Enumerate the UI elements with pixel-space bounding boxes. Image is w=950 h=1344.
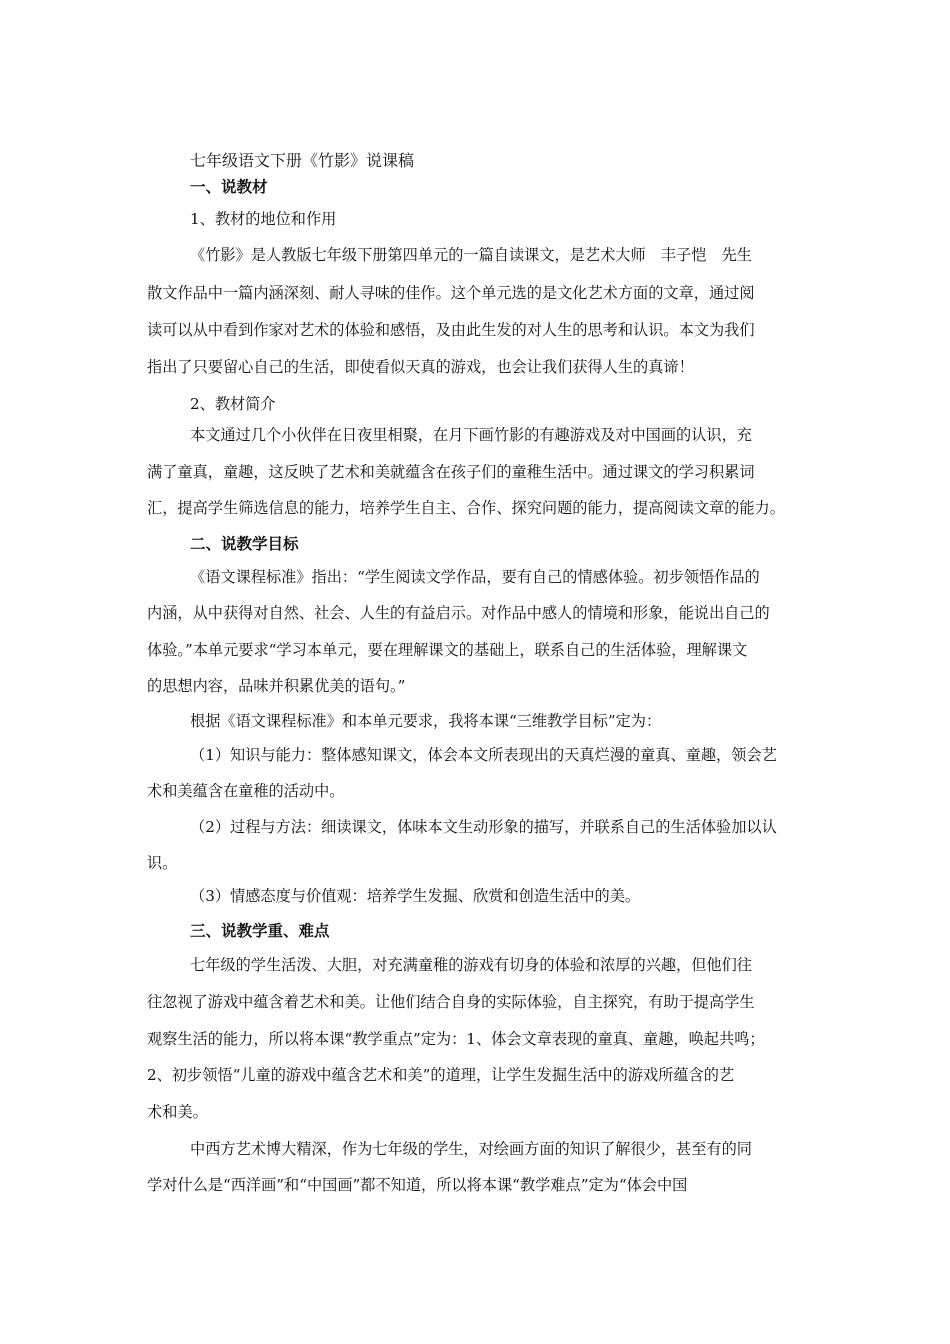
paragraph-line: 指出了只要留心自己的生活，即使看似天真的游戏，也会让我们获得人生的真谛！ <box>147 358 694 376</box>
subheading-1-2: 2、教材简介 <box>190 395 276 413</box>
paragraph-line: 读可以从中看到作家对艺术的体验和感悟，及由此生发的对人生的思考和认识。本文为我们 <box>147 321 755 339</box>
goal-emotion: （3）情感态度与价值观：培养学生发掘、欣赏和创造生活中的美。 <box>190 887 641 905</box>
paragraph-line: 内涵，从中获得对自然、社会、人生的有益启示。对作品中感人的情境和形象，能说出自己的 <box>147 604 770 622</box>
section-heading-3: 三、说教学重、难点 <box>190 921 330 940</box>
paragraph-line: 术和美。 <box>147 1103 208 1121</box>
paragraph-line: 散文作品中一篇内涵深刻、耐人寻味的佳作。这个单元选的是文化艺术方面的文章，通过阅 <box>147 284 755 302</box>
paragraph-line: 《竹影》是人教版七年级下册第四单元的一篇自读课文，是艺术大师 丰子恺 先生 <box>190 246 752 264</box>
paragraph-line: 体验。”本单元要求“学习本单元，要在理解课文的基础上，联系自己的生活体验，理解课文 <box>147 641 748 659</box>
paragraph-line: 的思想内容，品味并积累优美的语句。” <box>147 677 406 695</box>
paragraph-line: 根据《语文课程标准》和本单元要求，我将本课“三维教学目标”定为： <box>190 712 662 730</box>
goal-process: （2）过程与方法：细读课文，体味本文生动形象的描写，并联系自己的生活体验加以认 <box>190 818 777 836</box>
paragraph-line: 学对什么是“西洋画”和“中国画”都不知道，所以将本课“教学难点”定为“体会中国 <box>147 1176 688 1194</box>
goal-knowledge: （1）知识与能力：整体感知课文，体会本文所表现出的天真烂漫的童真、童趣，领会艺 <box>190 746 777 764</box>
goal-process-cont: 识。 <box>147 854 178 872</box>
section-heading-2: 二、说教学目标 <box>190 534 299 553</box>
paragraph-line: 观察生活的能力，所以将本课“教学重点”定为：1、体会文章表现的童真、童趣，唤起共鸣； <box>147 1030 765 1048</box>
paragraph-line: 往忽视了游戏中蕴含着艺术和美。让他们结合自身的实际体验，自主探究，有助于提高学生 <box>147 993 755 1011</box>
paragraph-line: 本文通过几个小伙伴在日夜里相聚，在月下画竹影的有趣游戏及对中国画的认识，充 <box>190 426 752 444</box>
document-title: 七年级语文下册《竹影》说课稿 <box>190 151 415 170</box>
subheading-1-1: 1、教材的地位和作用 <box>190 210 337 228</box>
paragraph-line: 2、初步领悟“儿童的游戏中蕴含艺术和美”的道理，让学生发掘生活中的游戏所蕴含的艺 <box>147 1066 735 1084</box>
goal-knowledge-cont: 术和美蕴含在童稚的活动中。 <box>147 782 345 800</box>
paragraph-line: 中西方艺术博大精深，作为七年级的学生，对绘画方面的知识了解很少，甚至有的同 <box>190 1140 752 1158</box>
paragraph-line: 七年级的学生活泼、大胆，对充满童稚的游戏有切身的体验和浓厚的兴趣，但他们往 <box>190 956 752 974</box>
paragraph-line: 《语文课程标准》指出：“学生阅读文学作品，要有自己的情感体验。初步领悟作品的 <box>190 568 760 586</box>
paragraph-line: 汇，提高学生筛选信息的能力，培养学生自主、合作、探究问题的能力，提高阅读文章的能力。 <box>147 499 785 517</box>
section-heading-1: 一、说教材 <box>190 177 268 196</box>
paragraph-line: 满了童真，童趣，这反映了艺术和美就蕴含在孩子们的童稚生活中。通过课文的学习积累词 <box>147 463 755 481</box>
